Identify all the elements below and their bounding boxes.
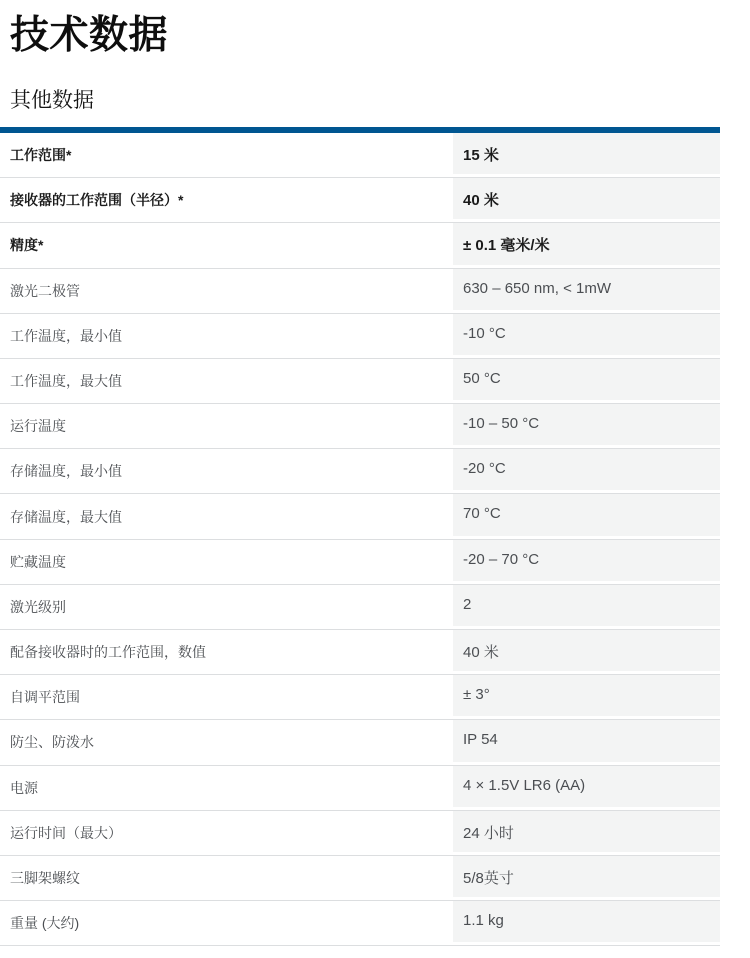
spec-value: 24 小时 (453, 811, 720, 855)
spec-label: 三脚架螺纹 (10, 870, 80, 887)
spec-label: 激光级别 (10, 598, 66, 615)
table-row (0, 404, 720, 449)
spec-value: 50 °C (453, 359, 720, 403)
table-row (0, 269, 720, 314)
spec-value: ± 3° (453, 675, 720, 719)
spec-page (0, 12, 750, 946)
table-row (0, 585, 720, 630)
spec-value: 1.1 kg (453, 901, 720, 945)
spec-value: 4 × 1.5V LR6 (AA) (453, 766, 720, 810)
spec-label: 电源 (10, 779, 38, 796)
spec-label: 重量 (大约) (10, 915, 80, 932)
spec-value: -20 °C (453, 449, 720, 493)
table-row (0, 901, 720, 946)
spec-label: 防尘、防泼水 (10, 734, 94, 751)
spec-value: -10 – 50 °C (453, 404, 720, 448)
spec-label: 自调平范围 (10, 689, 80, 706)
table-row (0, 856, 720, 901)
table-row (0, 449, 720, 494)
spec-value: 2 (453, 585, 720, 629)
spec-label: 工作范围* (10, 147, 72, 164)
spec-value: 630 – 650 nm, < 1mW (453, 269, 720, 313)
table-row (0, 720, 720, 765)
spec-value: 40 米 (453, 630, 720, 674)
table-row (0, 359, 720, 404)
section-title: 其他数据 (10, 88, 94, 112)
spec-label: 接收器的工作范围（半径）* (10, 192, 184, 209)
spec-value: ± 0.1 毫米/米 (453, 223, 720, 267)
spec-value: 15 米 (453, 133, 720, 177)
spec-label: 运行温度 (10, 418, 66, 435)
spec-label: 存储温度，最大值 (10, 508, 122, 525)
spec-value: IP 54 (453, 720, 720, 764)
spec-value: -10 °C (453, 314, 720, 358)
spec-label: 贮藏温度 (10, 553, 66, 570)
page-title: 技术数据 (10, 14, 169, 57)
spec-value: 5/8英寸 (453, 856, 720, 900)
spec-value: 70 °C (453, 494, 720, 538)
table-row (0, 494, 720, 539)
table-row (0, 675, 720, 720)
spec-label: 工作温度，最大值 (10, 372, 122, 389)
spec-label: 运行时间（最大） (10, 824, 122, 841)
table-row (0, 178, 720, 223)
table-row (0, 630, 720, 675)
table-row (0, 540, 720, 585)
table-row (0, 223, 720, 268)
table-row (0, 133, 720, 178)
table-row (0, 766, 720, 811)
spec-table (0, 133, 720, 946)
spec-label: 配备接收器时的工作范围，数值 (10, 644, 206, 661)
spec-label: 精度* (10, 237, 44, 254)
spec-value: -20 – 70 °C (453, 540, 720, 584)
spec-label: 激光二极管 (10, 282, 80, 299)
spec-value: 40 米 (453, 178, 720, 222)
table-row (0, 314, 720, 359)
spec-label: 存储温度，最小值 (10, 463, 122, 480)
table-row (0, 811, 720, 856)
spec-label: 工作温度，最小值 (10, 327, 122, 344)
